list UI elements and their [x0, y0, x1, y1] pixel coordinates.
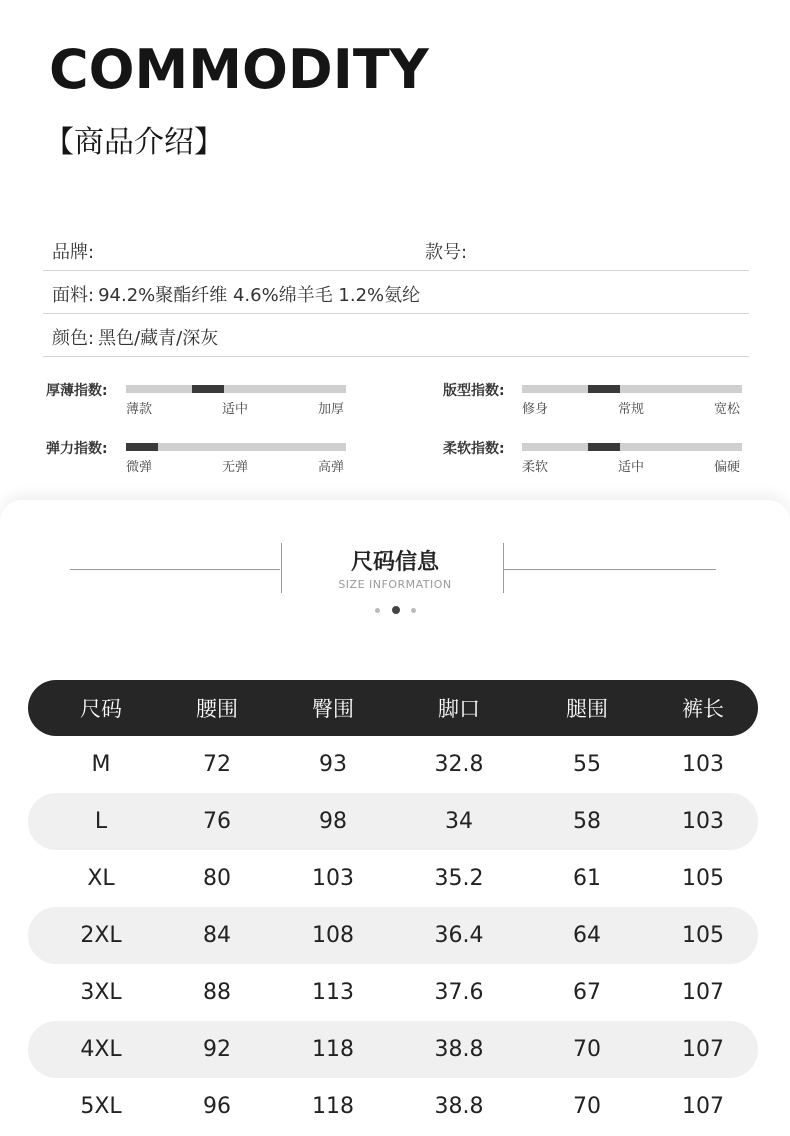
header-hem: 脚口	[438, 697, 480, 721]
size-table-header	[28, 680, 758, 736]
size-table	[28, 680, 758, 1135]
table-row	[28, 850, 758, 907]
cell-hem: 37.6	[434, 980, 484, 1005]
cell-size: 3XL	[80, 980, 122, 1005]
color-cell	[52, 324, 218, 350]
index-track	[126, 385, 346, 393]
cell-waist: 80	[203, 866, 231, 891]
cell-length: 103	[682, 809, 724, 834]
index-tick-low: 微弹	[126, 460, 153, 475]
index-tick-high: 宽松	[714, 402, 741, 417]
fabric-label: 面料:	[52, 285, 95, 306]
cell-hip: 93	[319, 752, 347, 777]
index-marker	[126, 443, 158, 451]
index-track	[126, 443, 346, 451]
cell-waist: 84	[203, 923, 231, 948]
index-label: 弹力指数:	[46, 441, 108, 457]
cell-hip: 118	[312, 1094, 354, 1119]
cell-hem: 34	[445, 809, 473, 834]
fabric-cell	[52, 281, 420, 307]
cell-hem: 36.4	[434, 923, 484, 948]
brand-label: 品牌:	[52, 242, 95, 263]
style-label: 款号:	[425, 242, 468, 263]
header-waist: 腰围	[196, 697, 238, 721]
cell-hip: 103	[312, 866, 354, 891]
cell-length: 105	[682, 923, 724, 948]
index-label: 版型指数:	[443, 383, 505, 399]
cell-hip: 113	[312, 980, 354, 1005]
table-row	[28, 907, 758, 964]
header-hip: 臀围	[312, 697, 354, 721]
cell-hip: 98	[319, 809, 347, 834]
cell-length: 105	[682, 866, 724, 891]
cell-thigh: 70	[573, 1037, 601, 1062]
cell-length: 107	[682, 1037, 724, 1062]
cell-waist: 88	[203, 980, 231, 1005]
cell-hip: 118	[312, 1037, 354, 1062]
cell-thigh: 70	[573, 1094, 601, 1119]
header-length: 裤长	[682, 697, 724, 721]
index-tick-high: 高弹	[318, 460, 345, 475]
index-tick-mid: 适中	[222, 402, 249, 417]
color-value: 黑色/藏青/深灰	[98, 328, 219, 349]
cell-size: L	[94, 809, 108, 834]
fabric-value: 94.2%聚酯纤维 4.6%绵羊毛 1.2%氨纶	[98, 285, 421, 306]
info-row-fabric	[43, 271, 749, 314]
info-row-brand	[43, 228, 749, 271]
index-tick-mid: 无弹	[222, 460, 249, 475]
page-dot	[375, 608, 380, 613]
cell-waist: 92	[203, 1037, 231, 1062]
index-label: 厚薄指数:	[46, 383, 108, 399]
cell-hem: 38.8	[434, 1037, 484, 1062]
cell-size: M	[91, 752, 111, 777]
header-thigh: 腿围	[566, 697, 608, 721]
index-tick-mid: 适中	[618, 460, 645, 475]
cell-size: XL	[87, 866, 115, 891]
cell-size: 2XL	[80, 923, 122, 948]
table-row	[28, 964, 758, 1021]
product-intro-section	[0, 0, 790, 500]
index-track	[522, 443, 742, 451]
brand-cell	[52, 238, 98, 264]
cell-hem: 38.8	[434, 1094, 484, 1119]
cell-length: 107	[682, 1094, 724, 1119]
index-tick-high: 加厚	[318, 402, 345, 417]
color-label: 颜色:	[52, 328, 95, 349]
cell-waist: 76	[203, 809, 231, 834]
cell-thigh: 58	[573, 809, 601, 834]
table-row	[28, 1021, 758, 1078]
page-dot-active	[392, 606, 400, 614]
cell-hem: 32.8	[434, 752, 484, 777]
product-info-table	[43, 228, 749, 357]
index-marker	[588, 385, 620, 393]
cell-length: 103	[682, 752, 724, 777]
style-cell	[425, 238, 471, 264]
cell-thigh: 55	[573, 752, 601, 777]
cell-waist: 72	[203, 752, 231, 777]
table-row	[28, 1078, 758, 1135]
title-chinese: 【商品介绍】	[44, 125, 224, 160]
index-tick-low: 柔软	[522, 460, 549, 475]
index-tick-high: 偏硬	[714, 460, 741, 475]
index-tick-low: 薄款	[126, 402, 153, 417]
cell-thigh: 61	[573, 866, 601, 891]
cell-hem: 35.2	[434, 866, 484, 891]
section-subtitle: SIZE INFORMATION	[338, 578, 452, 591]
table-row	[28, 736, 758, 793]
cell-size: 5XL	[80, 1094, 122, 1119]
header-size: 尺码	[80, 697, 122, 721]
index-marker	[192, 385, 224, 393]
section-title: 尺码信息	[350, 550, 439, 575]
cell-size: 4XL	[80, 1037, 122, 1062]
info-row-color	[43, 314, 749, 357]
cell-waist: 96	[203, 1094, 231, 1119]
cell-thigh: 64	[573, 923, 601, 948]
cell-length: 107	[682, 980, 724, 1005]
cell-thigh: 67	[573, 980, 601, 1005]
index-tick-low: 修身	[522, 402, 549, 417]
table-row	[28, 793, 758, 850]
page-dot	[411, 608, 416, 613]
index-track	[522, 385, 742, 393]
index-tick-mid: 常规	[618, 402, 645, 417]
index-marker	[588, 443, 620, 451]
title-english: COMMODITY	[49, 38, 429, 101]
cell-hip: 108	[312, 923, 354, 948]
index-label: 柔软指数:	[443, 441, 505, 457]
